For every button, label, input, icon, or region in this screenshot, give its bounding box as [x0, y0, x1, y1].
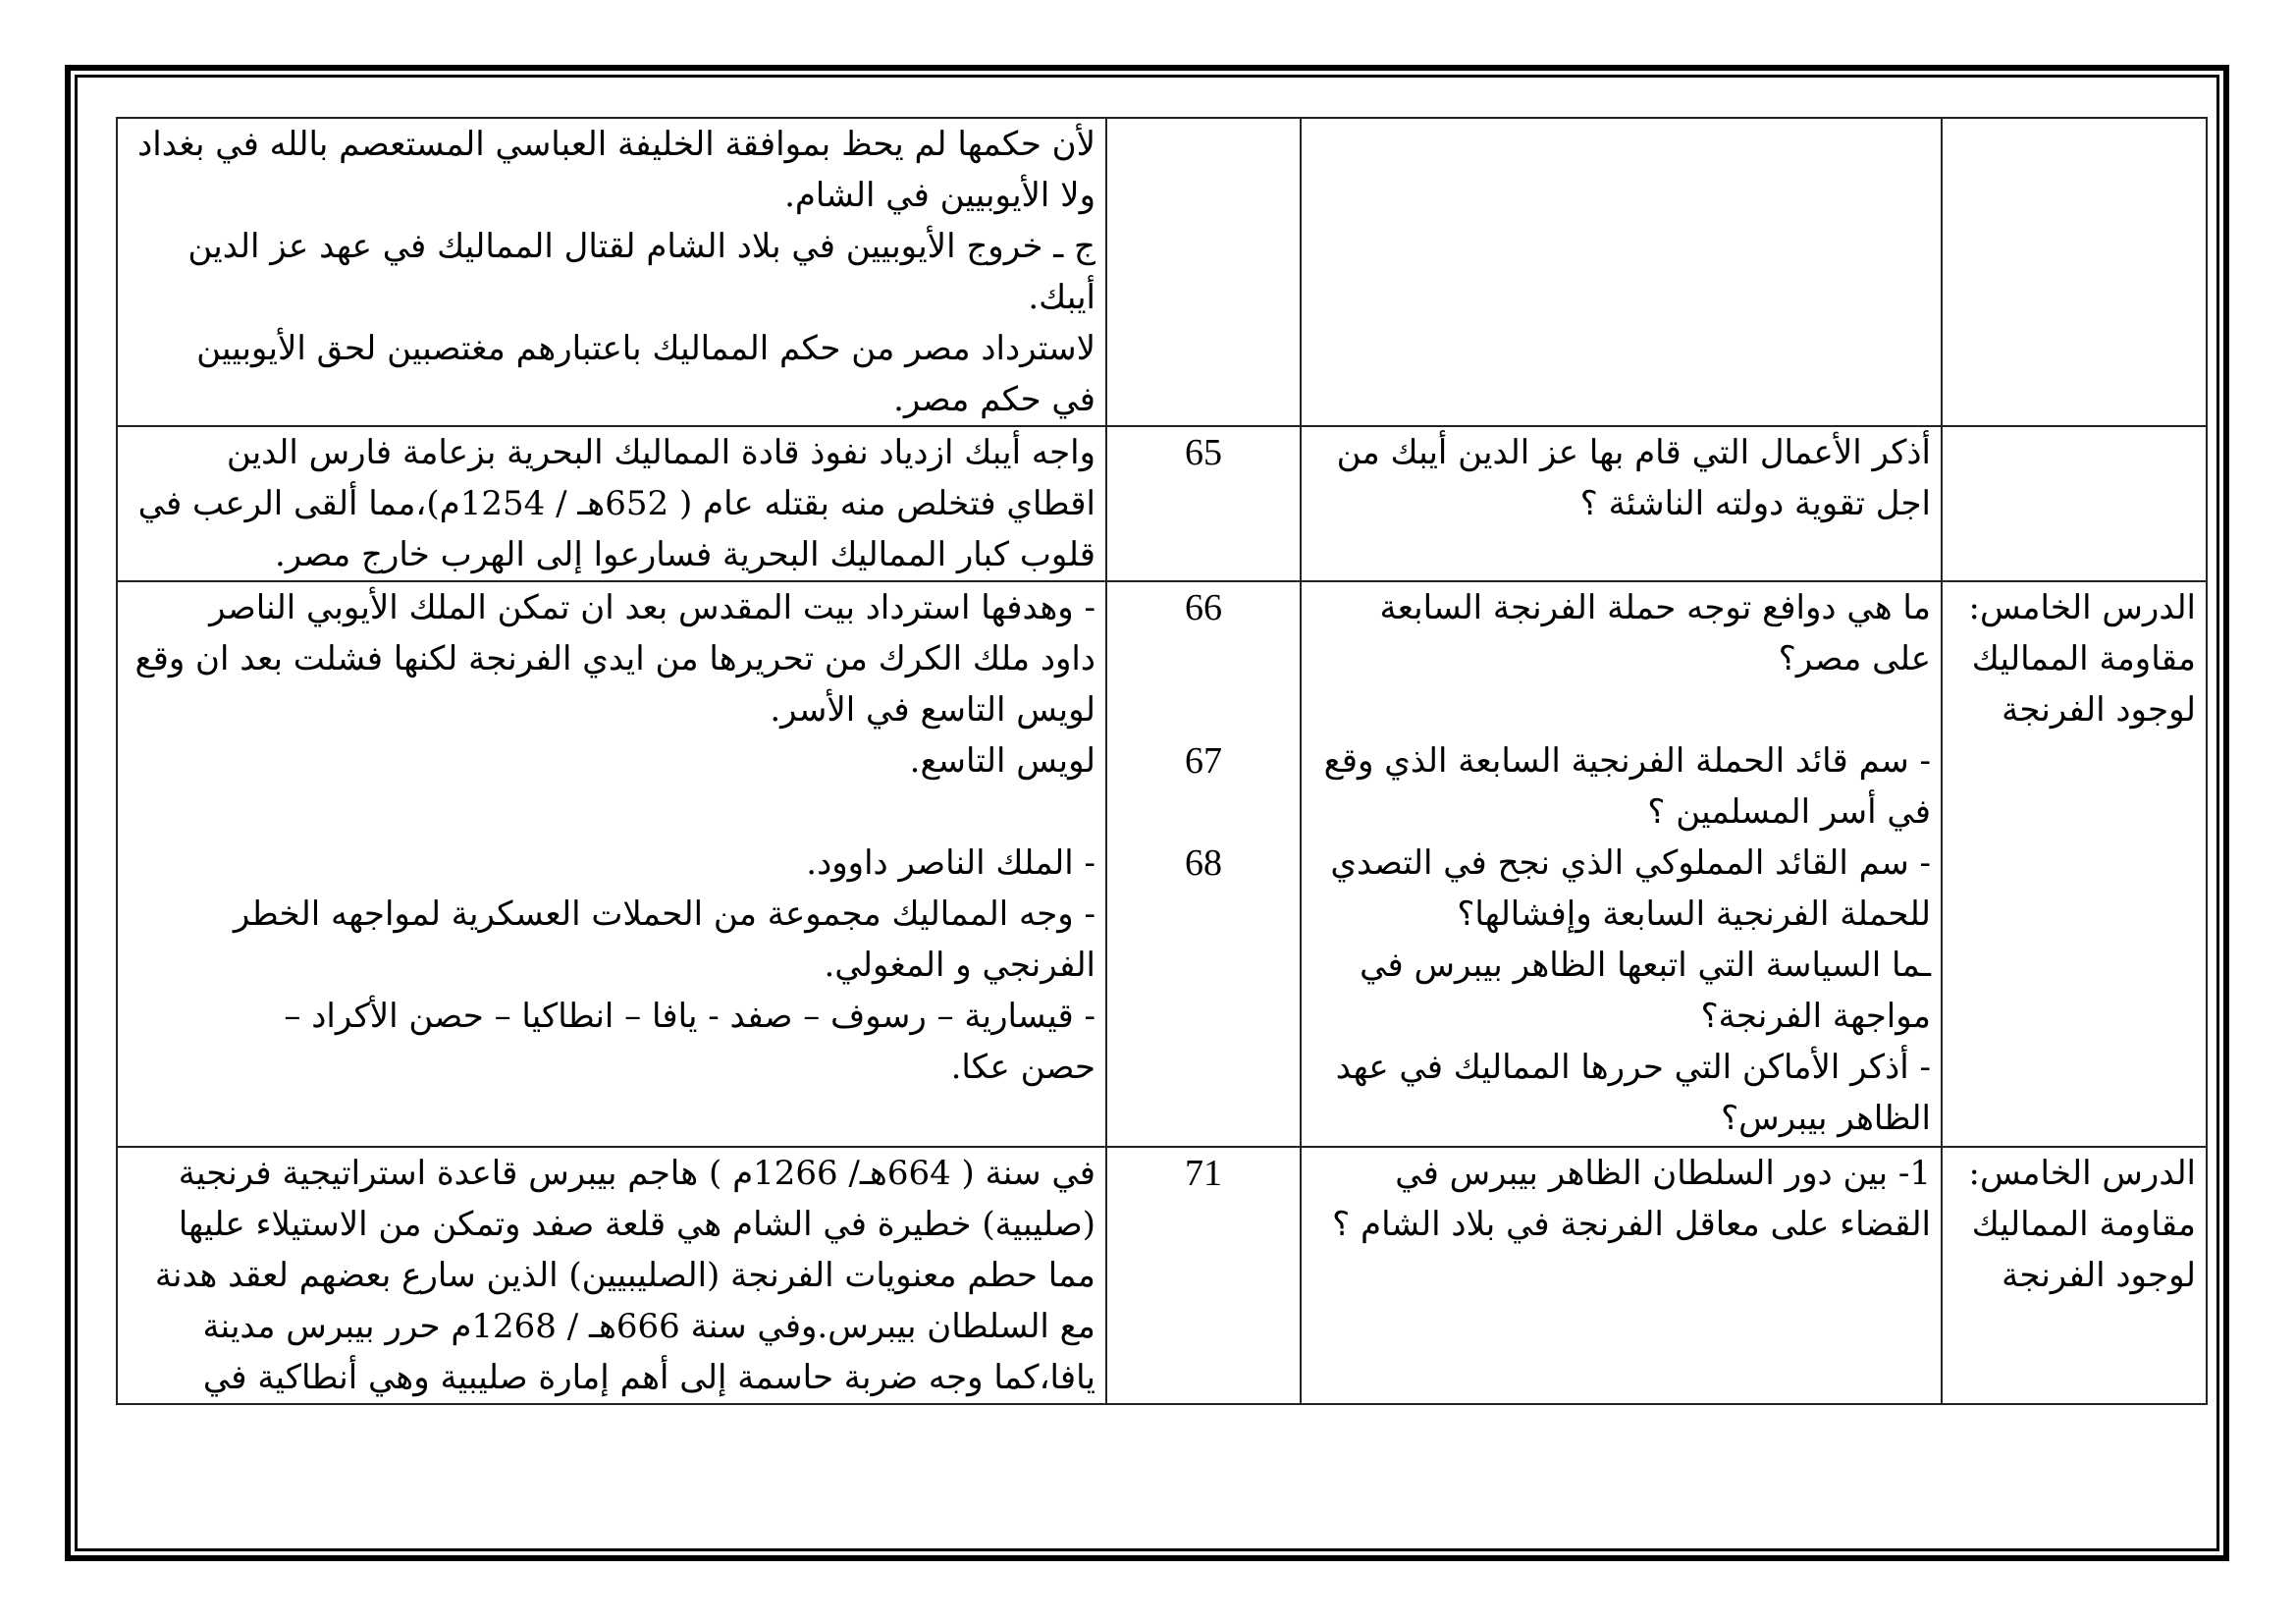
answer-line: - قيسارية – رسوف – صفد - يافا – انطاكيا – حصن الأكراد –: [284, 997, 1095, 1036]
question-line: اجل تقوية دولته الناشئة ؟: [1579, 484, 1931, 523]
question-line: في أسر المسلمين ؟: [1647, 792, 1931, 832]
page-number: 68: [1185, 842, 1222, 884]
question-line: مواجهة الفرنجة؟: [1700, 997, 1931, 1036]
answer-line: لاسترداد مصر من حكم المماليك باعتبارهم مغتصبين لحق الأيوبيين: [196, 329, 1095, 368]
answer-line: في سنة ( 664هـ/ 1266م ) هاجم بيبرس قاعدة استراتيجية فرنجية: [178, 1154, 1095, 1193]
answer-line: ج ـ خروج الأيوبيين في بلاد الشام لقتال المماليك في عهد عز الدين: [187, 227, 1095, 266]
lesson-title-line: مقاومة المماليك: [1971, 639, 2196, 678]
lesson-cell: [1942, 426, 2207, 581]
lesson-title-line: لوجود الفرنجة: [2002, 1256, 2196, 1295]
question-line: - سم القائد المملوكي الذي نجح في التصدي: [1330, 843, 1931, 883]
page-number: 67: [1185, 740, 1222, 782]
table-row: [117, 581, 2207, 1147]
page-number: 65: [1185, 432, 1222, 473]
answer-cell: [117, 426, 1106, 581]
table-row: [117, 426, 2207, 581]
answer-line: (صليبية) خطيرة في الشام هي قلعة صفد وتمكن من الاستيلاء عليها: [178, 1205, 1095, 1244]
question-cell: [1301, 118, 1942, 426]
answer-cell: [117, 118, 1106, 426]
answer-line: الفرنجي و المغولي.: [824, 946, 1095, 985]
answer-line: حصن عكا.: [950, 1048, 1095, 1087]
lesson-cell: [1942, 118, 2207, 426]
question-line: - سم قائد الحملة الفرنجية السابعة الذي وقع: [1323, 741, 1931, 781]
blank-line: [128, 786, 1095, 838]
answer-line: قلوب كبار المماليك البحرية فسارعوا إلى الهرب خارج مصر.: [274, 535, 1095, 574]
page-number: 66: [1185, 587, 1222, 628]
answer-line: لويس التاسع.: [909, 741, 1095, 781]
question-cell: [1301, 581, 1942, 1147]
lesson-cell: [1942, 581, 2207, 1147]
question-cell: [1301, 1147, 1942, 1404]
question-line: - أذكر الأماكن التي حررها المماليك في عهد: [1335, 1048, 1931, 1087]
question-line: للحملة الفرنجية السابعة وإفشالها؟: [1457, 894, 1931, 934]
page-number-cell: [1106, 426, 1301, 581]
answer-line: داود ملك الكرك من تحريرها من ايدي الفرنجة لكنها فشلت بعد ان وقع: [134, 639, 1095, 678]
answer-line: مع السلطان بيبرس.وفي سنة 666هـ / 1268م حرر بيبرس مدينة: [202, 1307, 1095, 1346]
question-cell: [1301, 426, 1942, 581]
answer-line: واجه أيبك ازدياد نفوذ قادة المماليك البحرية بزعامة فارس الدين: [226, 433, 1095, 472]
answer-cell: [117, 581, 1106, 1147]
lesson-title-line: الدرس الخامس:: [1968, 588, 2196, 627]
lesson-table: [116, 117, 2208, 1405]
blank-line: [1311, 684, 1931, 735]
question-line: على مصر؟: [1778, 639, 1931, 678]
answer-line: لأن حكمها لم يحظ بموافقة الخليفة العباسي المستعصم بالله في بغداد: [137, 125, 1095, 164]
answer-line: أيبك.: [1028, 278, 1095, 317]
question-line: 1- بين دور السلطان الظاهر بيبرس في: [1395, 1154, 1931, 1193]
lesson-title-line: مقاومة المماليك: [1971, 1205, 2196, 1244]
question-line: أذكر الأعمال التي قام بها عز الدين أيبك من: [1336, 433, 1931, 472]
blank-line: [1117, 684, 1290, 735]
page-number: 71: [1185, 1153, 1222, 1194]
answer-line: يافا،كما وجه ضربة حاسمة إلى أهم إمارة صليبية وهي أنطاكية في: [202, 1358, 1095, 1397]
answer-line: - الملك الناصر داوود.: [806, 843, 1095, 883]
page-number-cell: [1106, 581, 1301, 1147]
lesson-title-line: الدرس الخامس:: [1968, 1154, 2196, 1193]
blank-line: [1117, 786, 1290, 838]
blank-line: [1117, 633, 1290, 684]
answer-cell: [117, 1147, 1106, 1404]
question-line: ـما السياسة التي اتبعها الظاهر بيبرس في: [1360, 946, 1931, 985]
answer-line: لويس التاسع في الأسر.: [770, 690, 1095, 730]
answer-line: ولا الأيوبيين في الشام.: [784, 176, 1095, 215]
question-line: الظاهر بيبرس؟: [1721, 1099, 1931, 1138]
table-row: [117, 118, 2207, 426]
answer-line: اقطاي فتخلص منه بقتله عام ( 652هـ / 1254م)،مما ألقى الرعب في: [137, 484, 1095, 523]
question-line: القضاء على معاقل الفرنجة في بلاد الشام ؟: [1332, 1205, 1931, 1244]
page-number-cell: [1106, 118, 1301, 426]
answer-line: - وجه المماليك مجموعة من الحملات العسكرية لمواجهه الخطر: [233, 894, 1095, 934]
table-row: [117, 1147, 2207, 1404]
answer-line: مما حطم معنويات الفرنجة (الصليبيين) الذين سارع بعضهم لعقد هدنة: [154, 1256, 1095, 1295]
answer-line: في حكم مصر.: [893, 380, 1095, 419]
answer-line: - وهدفها استرداد بيت المقدس بعد ان تمكن الملك الأيوبي الناصر: [209, 588, 1095, 627]
question-line: ما هي دوافع توجه حملة الفرنجة السابعة: [1379, 588, 1931, 627]
page-number-cell: [1106, 1147, 1301, 1404]
lesson-cell: [1942, 1147, 2207, 1404]
lesson-title-line: لوجود الفرنجة: [2002, 690, 2196, 730]
